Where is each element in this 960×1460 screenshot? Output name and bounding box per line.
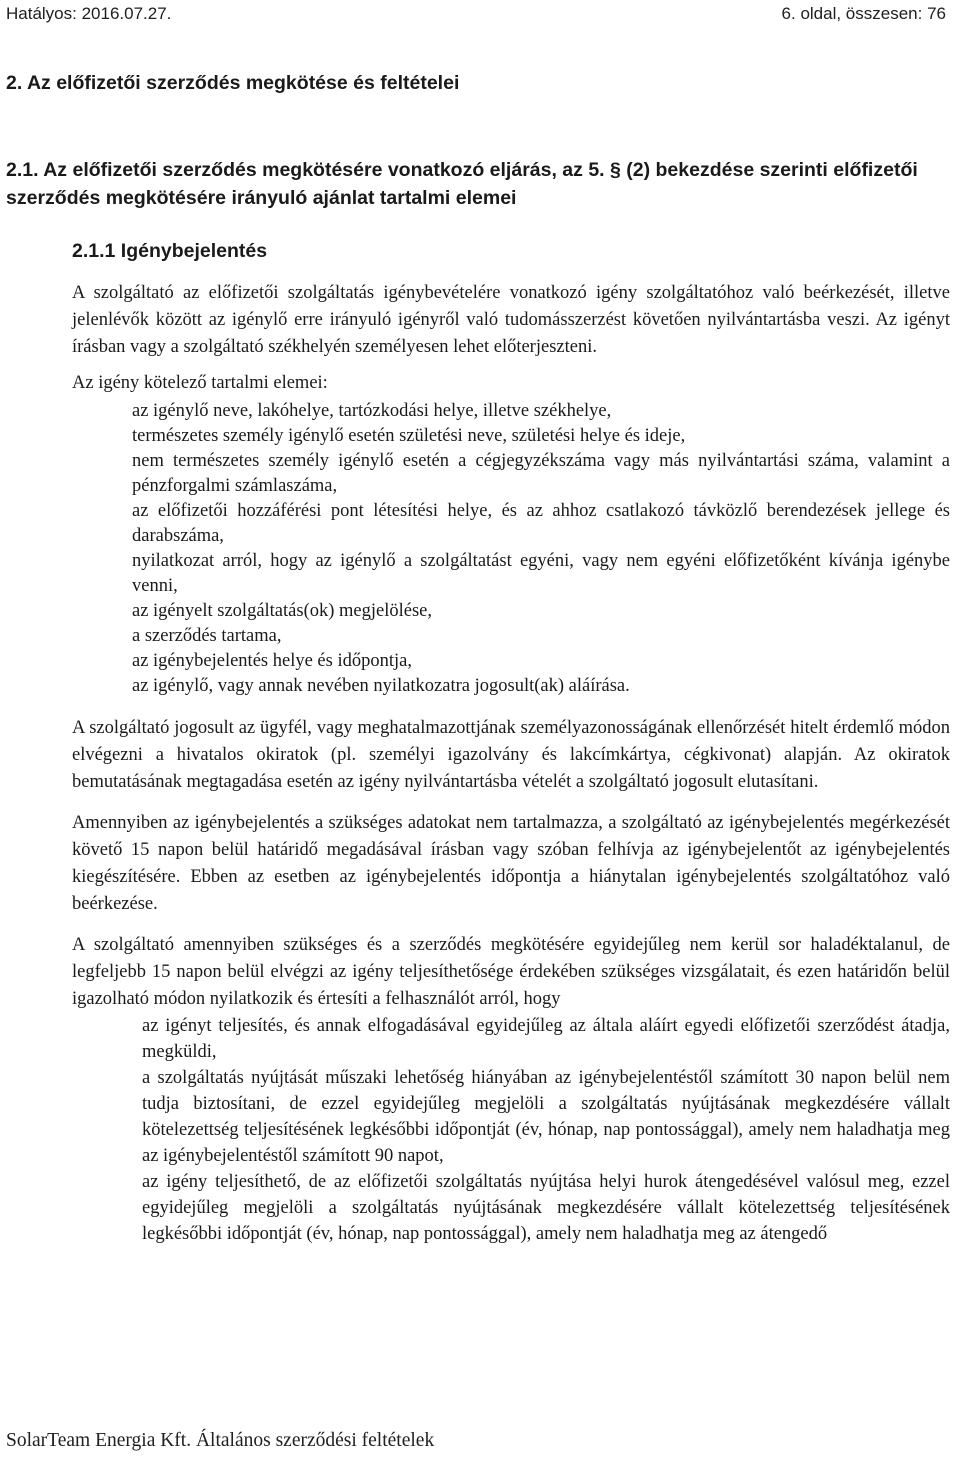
subsection-heading: 2.1. Az előfizetői szerződés megkötésére vonatkozó eljárás, az 5. § (2) bekezdése szerinti előfizetői szerződés megkötésére irányuló ajánlat tartalmi elemei [6,159,918,209]
incomplete-request-paragraph: Amennyiben az igénybejelentés a szükséges adatokat nem tartalmazza, a szolgáltató az igénybejelentés megérkezését követő 15 napon belül határidő megadásával írásban vagy szóban felhívja az igénybejelentőt az igénybejelentés kiegészítésére. Ebben az esetben az igénybejelentés időpontja a hiánytalan igénybejelentés szolgáltatóhoz való beérkezése. [72,813,950,914]
list-item: a szerződés tartama, [132,626,282,646]
page-footer: SolarTeam Energia Kft. Általános szerződési feltételek [6,1430,435,1451]
required-elements-list [72,399,950,699]
examination-paragraph: A szolgáltató amennyiben szükséges és a szerződés megkötésére egyidejűleg nem kerül sor haladéktalanul, de legfeljebb 15 napon belül elvégzi az igény teljesíthetősége érdekében szükséges vizsgálatait, és ezen határidőn belül igazolható módon nyilatkozik és értesíti a felhasználót arról, hogy [72,935,950,1009]
list-item: nem természetes személy igénylő esetén a cégjegyzékszáma vagy más nyilvántartási száma, valamint a pénzforgalmi számlaszáma, [132,451,950,496]
list-item: nyilatkozat arról, hogy az igénylő a szolgáltatást egyéni, vagy nem egyéni előfizetőként kívánja igénybe venni, [132,551,950,596]
list-item: az igénybejelentés helye és időpontja, [132,651,412,671]
page-header [0,0,960,28]
identity-paragraph: A szolgáltató jogosult az ügyfél, vagy meghatalmazottjának személyazonosságának ellenőrzését hitelt érdemlő módon elvégezni a hivatalos okiratok (pl. személyi igazolvány és lakcímkártya, cégkivonat) alapján. Az okiratok bemutatásának megtagadása esetén az igény nyilvántartásba vételét a szolgáltató jogosult elutasítani. [72,718,950,792]
section-heading: 2. Az előfizetői szerződés megkötése és feltételei [6,72,460,94]
list-item: az igényelt szolgáltatás(ok) megjelölése, [132,601,432,621]
list-item: az előfizetői hozzáférési pont létesítési helye, és az ahhoz csatlakozó távközlő berendezések jellege és darabszáma, [132,501,950,546]
effective-date: Hatályos: 2016.07.27. [6,4,172,23]
list-item: a szolgáltatás nyújtását műszaki lehetőség hiányában az igénybejelentéstől számított 30 napon belül nem tudja biztosítani, de ezzel egyidejűleg megjelöli a szolgáltatás nyújtásának megkezdésére vállalt kötelezettség teljesítésének legkésőbbi időpontját (év, hónap, nap pontossággal), amely nem haladhatja meg az igénybejelentéstől számított 90 napot, [142,1068,950,1166]
list-item: az igénylő, vagy annak nevében nyilatkozatra jogosult(ak) aláírása. [132,676,630,696]
page-counter: 6. oldal, összesen: 76 [781,4,946,23]
list-item: az igénylő neve, lakóhelye, tartózkodási helye, illetve székhelye, [132,401,612,421]
subsubsection-heading: 2.1.1 Igénybejelentés [72,240,268,262]
list-item: természetes személy igénylő esetén születési neve, születési helye és ideje, [132,426,686,446]
list-item: az igényt teljesítés, és annak elfogadásával egyidejűleg az általa aláírt egyedi előfizetői szerződést átadja, megküldi, [142,1016,950,1062]
outcome-list [72,1013,950,1247]
list-item: az igény teljesíthető, de az előfizetői szolgáltatás nyújtása helyi hurok átengedésével valósul meg, ezzel egyidejűleg megjelöli a szolgáltatás nyújtásának megkezdésére vállalt kötelezettség teljesítésének legkésőbbi időpontját (év, hónap, nap pontossággal), amely nem haladhatja meg az átengedő [142,1172,950,1244]
intro-paragraph: A szolgáltató az előfizetői szolgáltatás igénybevételére vonatkozó igény szolgáltatóhoz való beérkezését, illetve jelenlévők között az igénylő erre irányuló igényről való tudomásszerzést követően nyilvántartásba veszi. Az igényt írásban vagy a szolgáltató székhelyén személyesen lehet előterjeszteni. [72,283,950,357]
document-body [72,280,950,1247]
required-list-title: Az igény kötelező tartalmi elemei: [72,373,328,393]
